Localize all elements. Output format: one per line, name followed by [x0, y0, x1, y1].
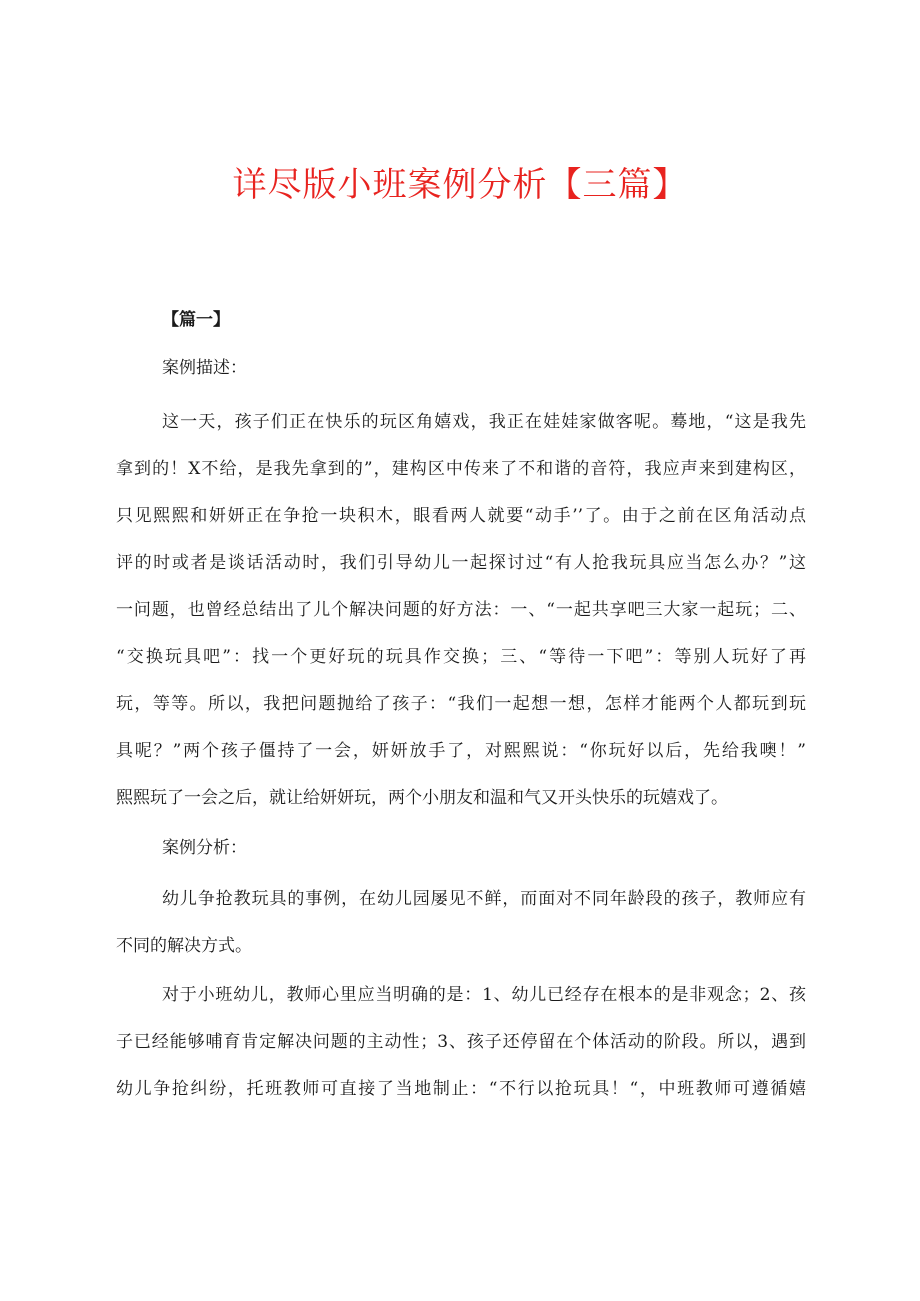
case-analysis-label: 案例分析：	[162, 838, 247, 858]
paragraph-line: 这一天，孩子们正在快乐的玩区角嬉戏，我正在娃娃家做客呢。蓦地，“这是我先	[162, 412, 806, 432]
paragraph-line: 对于小班幼儿，教师心里应当明确的是：1、幼儿已经存在根本的是非观念；2、孩	[162, 985, 806, 1005]
paragraph-line: 幼儿争抢教玩具的事例，在幼儿园屡见不鲜，而面对不同年龄段的孩子，教师应有	[162, 889, 806, 909]
case-description-paragraph	[116, 399, 806, 822]
analysis-paragraph-2	[116, 972, 806, 1113]
paragraph-line: 玩，等等。所以，我把问题抛给了孩子：“我们一起想一想，怎样才能两个人都玩到玩	[116, 694, 806, 714]
paragraph-line: 评的时或者是谈话活动时，我们引导幼儿一起探讨过“有人抢我玩具应当怎么办？”这	[116, 553, 806, 573]
analysis-paragraph-1	[116, 876, 806, 970]
section-heading: 【篇一】	[162, 310, 230, 330]
paragraph-line: 子已经能够哺育肯定解决问题的主动性；3、孩子还停留在个体活动的阶段。所以，遇到	[116, 1032, 806, 1052]
paragraph-line: “交换玩具吧”：找一个更好玩的玩具作交换；三、“等待一下吧”：等别人玩好了再	[116, 647, 806, 667]
paragraph-line: 不同的解决方式。	[116, 936, 252, 956]
document-title: 详尽版小班案例分析【三篇】	[232, 165, 688, 205]
paragraph-line: 具呢？”两个孩子僵持了一会，妍妍放手了，对熙熙说：“你玩好以后，先给我噢！”	[116, 741, 806, 761]
paragraph-line: 幼儿争抢纠纷，托班教师可直接了当地制止：“不行以抢玩具！“，中班教师可遵循嬉	[116, 1079, 806, 1099]
paragraph-line: 熙熙玩了一会之后，就让给妍妍玩，两个小朋友和温和气又开头快乐的玩嬉戏了。	[116, 788, 728, 808]
paragraph-line: 只见熙熙和妍妍正在争抢一块积木，眼看两人就要“动手’’了。由于之前在区角活动点	[116, 506, 806, 526]
paragraph-line: 拿到的！X不给，是我先拿到的”，建构区中传来了不和谐的音符，我应声来到建构区，	[116, 459, 806, 479]
paragraph-line: 一问题，也曾经总结出了儿个解决问题的好方法：一、“一起共享吧三大家一起玩；二、	[116, 600, 806, 620]
document-body	[116, 302, 806, 1113]
case-description-label: 案例描述：	[162, 358, 247, 378]
